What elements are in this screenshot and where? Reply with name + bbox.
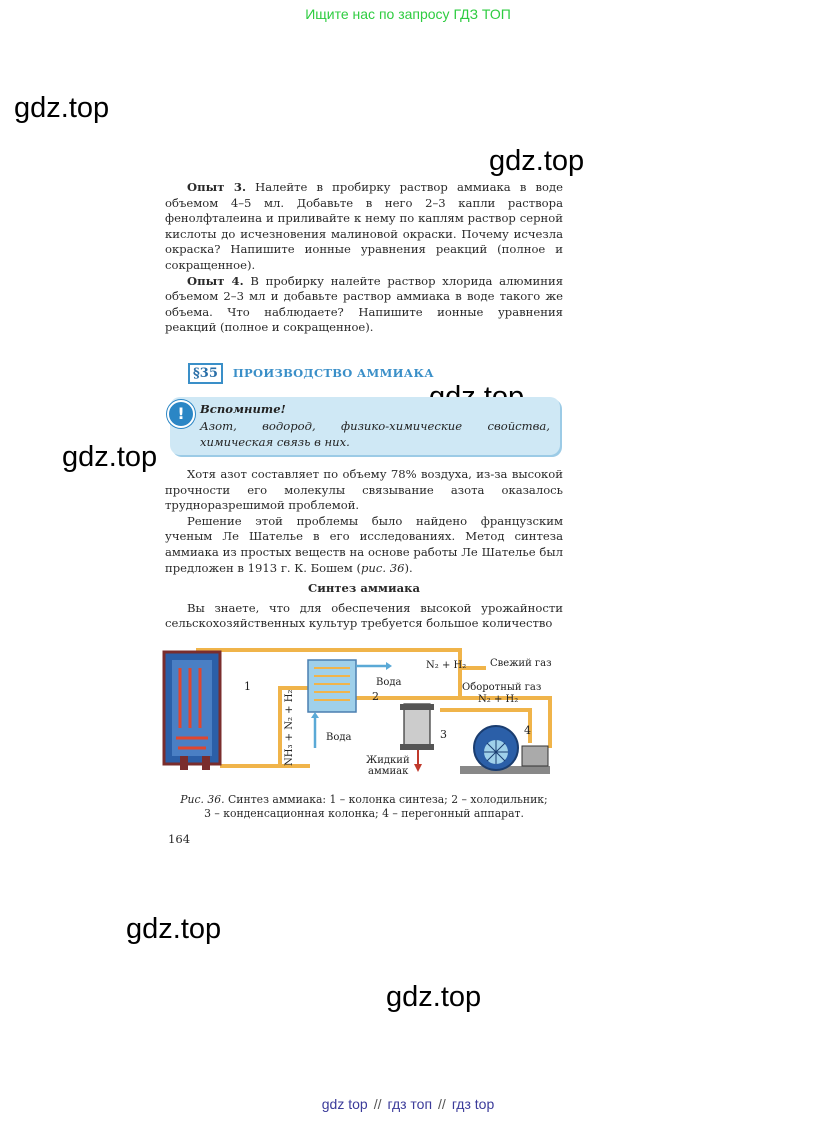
- footer-links: [0, 1096, 816, 1112]
- liquid-ammonia-label-1: Жидкий: [366, 755, 410, 766]
- watermark: gdz.top: [62, 441, 158, 473]
- water-in-arrowhead: [311, 712, 319, 718]
- caption-line-2: 3 – конденсационная колонка; 4 – перегонный аппарат.: [204, 807, 524, 820]
- watermark: gdz.top: [126, 913, 222, 945]
- experiments-block: [165, 180, 563, 336]
- nh3-mix-label: NH₃ + N₂ + H₂: [284, 689, 295, 766]
- water-out-label: Вода: [376, 677, 402, 688]
- condensation-column-base: [400, 744, 434, 750]
- exclamation-icon: !: [167, 400, 195, 428]
- footer-link[interactable]: гдз top: [451, 1096, 495, 1112]
- body-paragraph-2-end: ).: [404, 560, 413, 575]
- remember-text: Азот, водород, физико-химические свойства, химическая связь в них.: [200, 419, 550, 449]
- body-paragraph-1: Хотя азот составляет по объему 78% воздуха, из-за высокой прочности его молекулы связывание азота оказалось трудноразрешимой проблемой.: [165, 467, 563, 513]
- synthesis-column-inner: [172, 660, 212, 756]
- footer-link[interactable]: гдз топ: [387, 1096, 433, 1112]
- footer-separator: //: [373, 1096, 382, 1112]
- experiment-3-text: Налейте в пробирку раствор аммиака в воде объемом 4–5 мл. Добавьте в него 2–3 капли раствора фенолфталеина и приливайте к нему по каплям раствор серной кислоты до исчезновения малиновой окраски. Почему исчезла окраска? Напишите ионные уравнения реакций (полное и сокращенное).: [165, 180, 563, 272]
- page-number: 164: [168, 832, 191, 846]
- label-4: 4: [524, 724, 531, 737]
- liquid-ammonia-arrowhead: [414, 764, 422, 772]
- section-body: [165, 467, 563, 632]
- footer-link[interactable]: gdz top: [321, 1096, 368, 1112]
- body-paragraph-2-start: Решение этой проблемы было найдено французским ученым Ле Шателье в его исследованиях. Метод синтеза аммиака из простых веществ на основе работы Ле Шателье был предложен в 1913 г. К. Бошем (: [165, 513, 563, 575]
- remember-title: Вспомните!: [200, 402, 286, 416]
- condensation-column: [404, 704, 430, 748]
- caption-fig-label: Рис. 36.: [180, 793, 225, 806]
- ammonia-synthesis-diagram: [160, 648, 560, 778]
- figure-caption: [165, 793, 563, 821]
- column-base: [202, 756, 210, 770]
- caption-line-1: Синтез аммиака: 1 – колонка синтеза; 2 – холодильник;: [228, 793, 548, 806]
- watermark: gdz.top: [14, 92, 110, 124]
- recycle-n2-h2-label: N₂ + H₂: [478, 694, 519, 705]
- subheading: Синтез аммиака: [308, 581, 420, 596]
- recycle-gas-label: Оборотный газ: [462, 682, 542, 693]
- liquid-ammonia-label-2: аммиак: [368, 766, 409, 777]
- watermark: gdz.top: [386, 981, 482, 1013]
- water-in-label: Вода: [326, 732, 352, 743]
- body-paragraph-3: Вы знаете, что для обеспечения высокой урожайности сельскохозяйственных культур требуется большое количество: [165, 600, 563, 631]
- section-title: ПРОИЗВОДСТВО АММИАКА: [232, 366, 434, 380]
- water-out-arrowhead: [386, 662, 392, 670]
- remember-callout: [170, 397, 562, 457]
- label-3: 3: [440, 728, 447, 741]
- label-2: 2: [372, 690, 379, 703]
- section-heading: [188, 360, 434, 386]
- experiment-4-text: В пробирку налейте раствор хлорида алюминия объемом 2–3 мл и добавьте раствор аммиака в воде такого же объема. Что наблюдаете? Напишите ионные уравнения реакций (полное и сокращенное).: [165, 273, 564, 335]
- experiment-3: [165, 180, 563, 274]
- body-paragraph-2: [165, 514, 563, 576]
- figure-reference: рис. 36: [361, 560, 405, 575]
- fresh-gas-label: Свежий газ: [490, 658, 552, 669]
- section-number: §35: [188, 363, 223, 384]
- n2-h2-top-label: N₂ + H₂: [426, 660, 467, 671]
- label-1: 1: [244, 680, 251, 693]
- header-promo-link[interactable]: Ищите нас по запросу ГДЗ ТОП: [305, 6, 511, 22]
- compressor-blades: [484, 740, 508, 764]
- watermark: gdz.top: [489, 145, 585, 177]
- experiment-4: [165, 274, 563, 336]
- column-base: [180, 756, 188, 770]
- condensation-column-cap: [400, 704, 434, 710]
- experiment-4-label: Опыт 4.: [187, 273, 244, 288]
- experiment-3-label: Опыт 3.: [187, 180, 246, 194]
- footer-separator: //: [438, 1096, 446, 1112]
- compressor-motor: [522, 746, 548, 766]
